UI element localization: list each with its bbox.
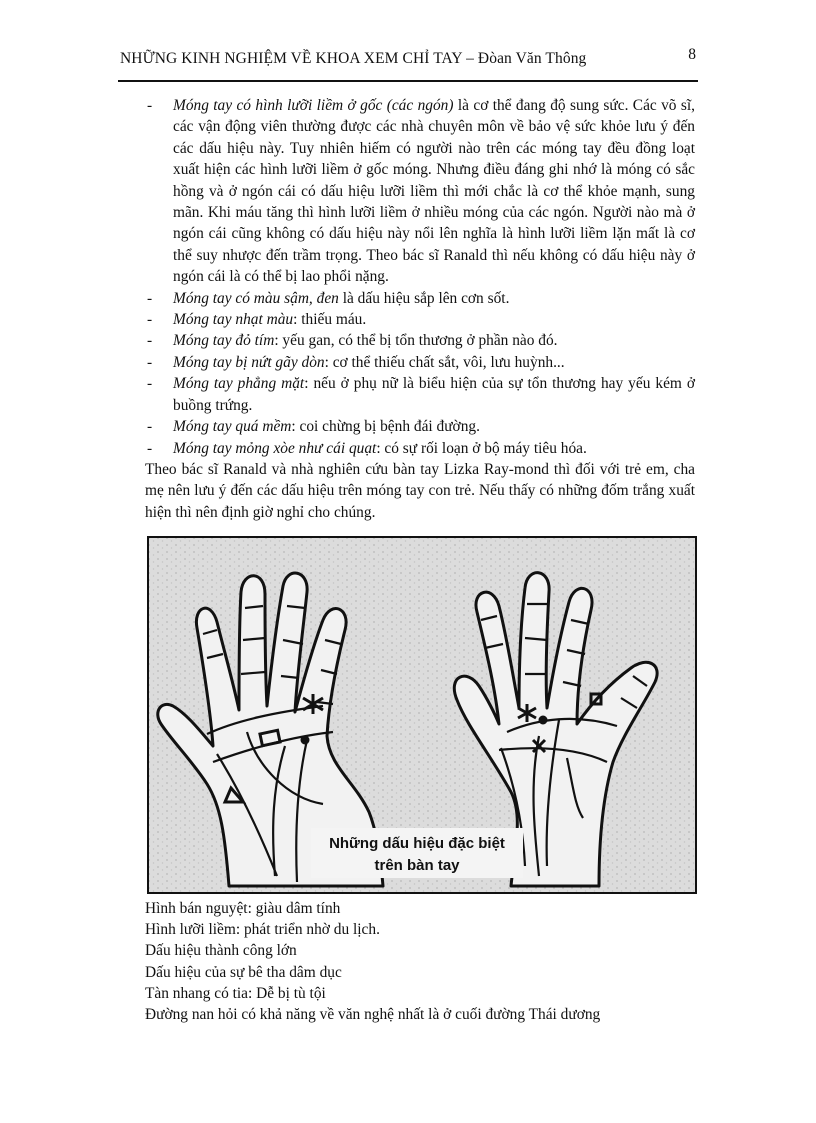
- header-rule: [118, 80, 698, 82]
- bullet-term: Móng tay quá mềm: [173, 418, 292, 436]
- bullet-item: [145, 373, 695, 416]
- bullet-text: : cơ thể thiếu chất sắt, vôi, lưu huỳnh...: [324, 353, 565, 371]
- dot-mark-icon: [302, 737, 308, 743]
- bullet-dash: -: [147, 332, 153, 350]
- dot-mark-icon: [540, 717, 546, 723]
- bullet-text: : yếu gan, có thể bị tổn thương ở phần nào đó.: [274, 332, 558, 350]
- bullet-text: : có sự rối loạn ở bộ máy tiêu hóa.: [376, 439, 587, 457]
- palm-illustration: [147, 536, 697, 894]
- legend-item: Dấu hiệu của sự bê tha dâm dục: [145, 963, 342, 981]
- bullet-item: [145, 309, 695, 330]
- legend-item: Tàn nhang có tia: Dễ bị tù tội: [145, 984, 326, 1002]
- bullet-term: Móng tay bị nứt gãy dòn: [173, 353, 325, 371]
- legend-item: Dấu hiệu thành công lớn: [145, 942, 297, 960]
- bullet-item: [145, 95, 695, 288]
- bullet-item: [145, 438, 695, 459]
- legend-item: Đường nan hỏi có khả năng về văn nghệ nhất là ở cuối đường Thái dương: [145, 1006, 601, 1024]
- bullet-term: Móng tay có hình lưỡi liềm ở gốc (các ngón): [173, 97, 454, 114]
- body-text: [145, 95, 695, 523]
- bullet-term: Móng tay mỏng xòe như cái quạt: [173, 439, 377, 457]
- bullet-term: Móng tay đỏ tím: [173, 332, 275, 350]
- bullet-item: [145, 330, 695, 351]
- bullet-dash: -: [147, 311, 153, 329]
- legend-list: [145, 898, 705, 1025]
- bullet-text: là cơ thể đang độ sung sức. Các võ sĩ, các vận động viên thường được các nhà chuyên môn về bảo vệ sức khỏe lưu ý đến các dấu hiệu này. Tuy nhiên hiếm có người nào trên các móng tay đều đồng loạt xuất hiện các hình lưỡi liềm ở gốc móng. Nhưng điều đáng ghi nhớ là móng có sắc hồng và ở ngón cái có dấu hiệu lưỡi liềm thì mới chắc là cơ thể khỏe mạnh, sung mãn. Khi máu tăng thì hình lưỡi liềm ở nhiều móng của các ngón. Người nào mà ở ngón cái cũng không có dấu hiệu này nổi lên nghĩa là hình lưỡi liềm lặn mất là cơ thể suy nhược đến trầm trọng. Theo bác sĩ Ranald thì nếu không có dấu hiệu này ở ngón cái là có thể bị lao phổi nặng.: [173, 97, 695, 286]
- figure-caption: [311, 828, 523, 878]
- body-paragraph: Theo bác sĩ Ranald và nhà nghiên cứu bàn tay Lizka Ray-mond thì đối với trẻ em, cha mẹ nên lưu ý đến các dấu hiệu trên móng tay con trẻ. Nếu thấy có những đốm trắng xuất hiện thì nên định giờ nghỉ cho chúng.: [145, 460, 695, 521]
- bullet-term: Móng tay phẳng mặt: [173, 375, 305, 393]
- header-title: NHỮNG KINH NGHIỆM VỀ KHOA XEM CHỈ TAY – Đòan Văn Thông: [120, 50, 587, 67]
- legend-item: Hình lưỡi liềm: phát triển nhờ du lịch.: [145, 921, 380, 939]
- bullet-dash: -: [147, 375, 153, 393]
- bullet-term: Móng tay có màu sậm, đen: [173, 289, 339, 307]
- figure-caption-line-2: trên bàn tay: [374, 857, 460, 874]
- page-header: [120, 46, 696, 72]
- bullet-item: [145, 288, 695, 309]
- palm-figure: [147, 536, 697, 894]
- bullet-term: Móng tay nhạt màu: [173, 311, 294, 329]
- bullet-dash: -: [147, 97, 153, 114]
- figure-caption-line-1: Những dấu hiệu đặc biệt: [329, 835, 505, 852]
- bullet-text: là dấu hiệu sắp lên cơn sốt.: [338, 289, 510, 307]
- bullet-text: : thiếu máu.: [293, 311, 367, 329]
- bullet-text: : nếu ở phụ nữ là biểu hiện của sự tổn thương hay yếu kém ở buồng trứng.: [173, 375, 695, 414]
- bullet-dash: -: [147, 439, 153, 457]
- bullet-dash: -: [147, 353, 153, 371]
- bullet-item: [145, 416, 695, 437]
- bullet-dash: -: [147, 418, 153, 436]
- page-number: 8: [688, 46, 696, 63]
- legend-item: Hình bán nguyệt: giàu dâm tính: [145, 900, 341, 917]
- bullet-dash: -: [147, 289, 153, 307]
- bullet-text: : coi chừng bị bệnh đái đường.: [291, 418, 480, 436]
- bullet-item: [145, 352, 695, 373]
